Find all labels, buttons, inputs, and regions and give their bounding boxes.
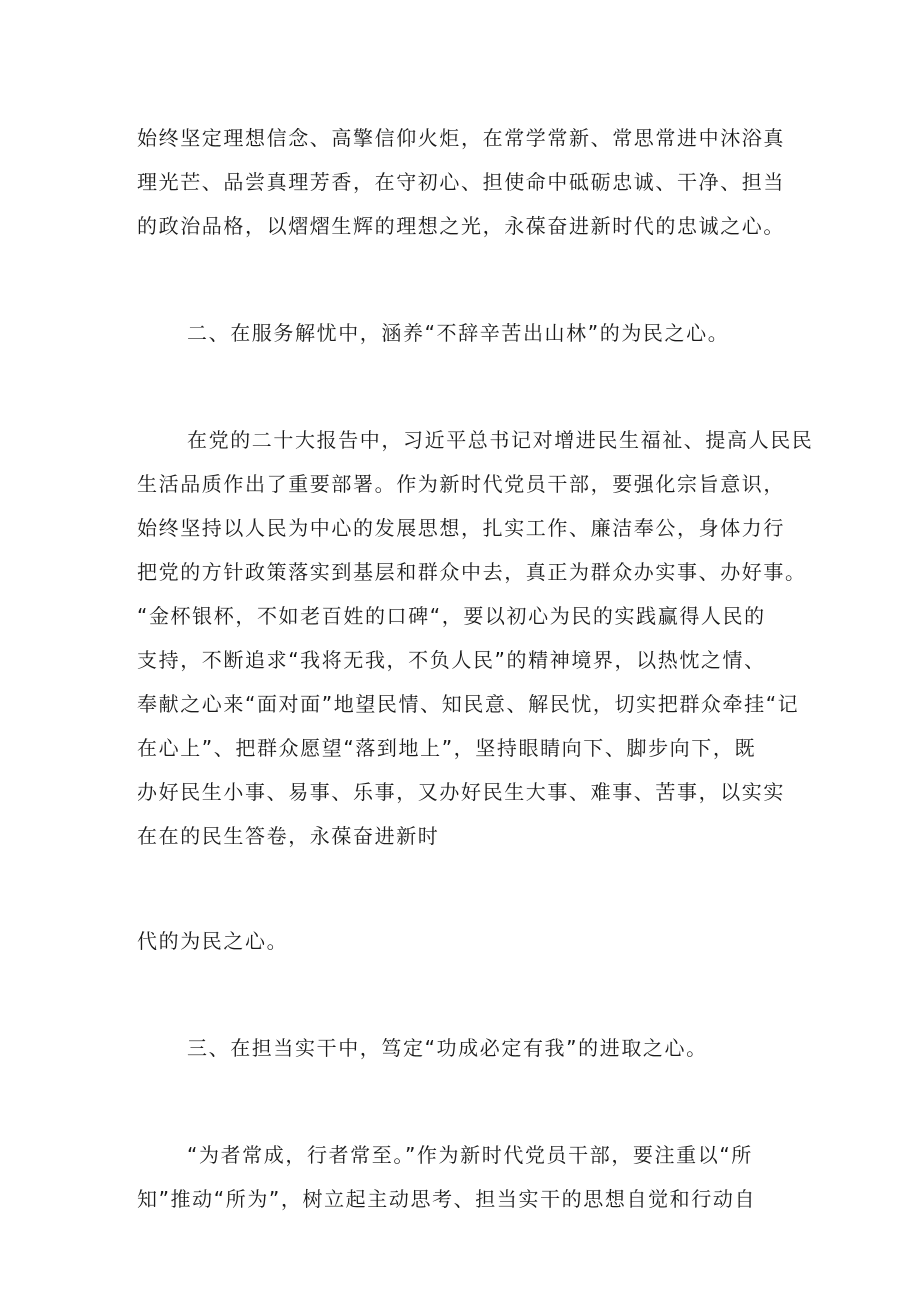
paragraph-1-line-2: 理光芒、品尝真理芳香，在守初心、担使命中砥砺忠诚、干净、担当 (137, 170, 785, 194)
paragraph-2-line-6: 支持，不断追求“我将无我，不负人民”的精神境界，以热忱之情、 (137, 648, 766, 672)
section-heading-2: 二、在服务解忧中，涵养“不辞辛苦出山林”的为民之心。 (187, 321, 730, 345)
paragraph-2-line-7: 奉献之心来“面对面”地望民情、知民意、解民忧，切实把群众牵挂“记 (137, 692, 800, 716)
paragraph-2-line-3: 始终坚持以人民为中心的发展思想，扎实工作、廉洁奉公，身体力行 (137, 516, 785, 540)
paragraph-2-continuation: 代的为民之心。 (137, 929, 289, 953)
paragraph-3-line-1: “为者常成，行者常至。”作为新时代党员干部，要注重以“所 (187, 1143, 753, 1167)
paragraph-2-line-2: 生活品质作出了重要部署。作为新时代党员干部，要强化宗旨意识， (137, 472, 785, 496)
paragraph-2-line-1: 在党的二十大报告中，习近平总书记对增进民生福祉、提高人民民 (187, 428, 814, 452)
paragraph-2-line-9: 办好民生小事、易事、乐事，又办好民生大事、难事、苦事，以实实 (137, 780, 785, 804)
paragraph-2-line-8: 在心上”、把群众愿望“落到地上”，坚持眼睛向下、脚步向下，既 (137, 736, 757, 760)
section-heading-3: 三、在担当实干中，笃定“功成必定有我”的进取之心。 (187, 1036, 708, 1060)
paragraph-1-line-1: 始终坚定理想信念、高擎信仰火炬，在常学常新、常思常进中沐浴真 (137, 126, 785, 150)
paragraph-2-line-5: “金杯银杯，不如老百姓的口碑“，要以初心为民的实践赢得人民的 (137, 604, 766, 628)
paragraph-1-line-3: 的政治品格，以熠熠生辉的理想之光，永葆奋进新时代的忠诚之心。 (137, 214, 785, 238)
paragraph-2-line-10: 在在的民生答卷，永葆奋进新时 (137, 824, 440, 848)
paragraph-3-line-2: 知”推动“所为”，树立起主动思考、担当实干的思想自觉和行动自 (137, 1187, 757, 1211)
paragraph-2-line-4: 把党的方针政策落实到基层和群众中去，真正为群众办实事、办好事。 (137, 560, 807, 584)
